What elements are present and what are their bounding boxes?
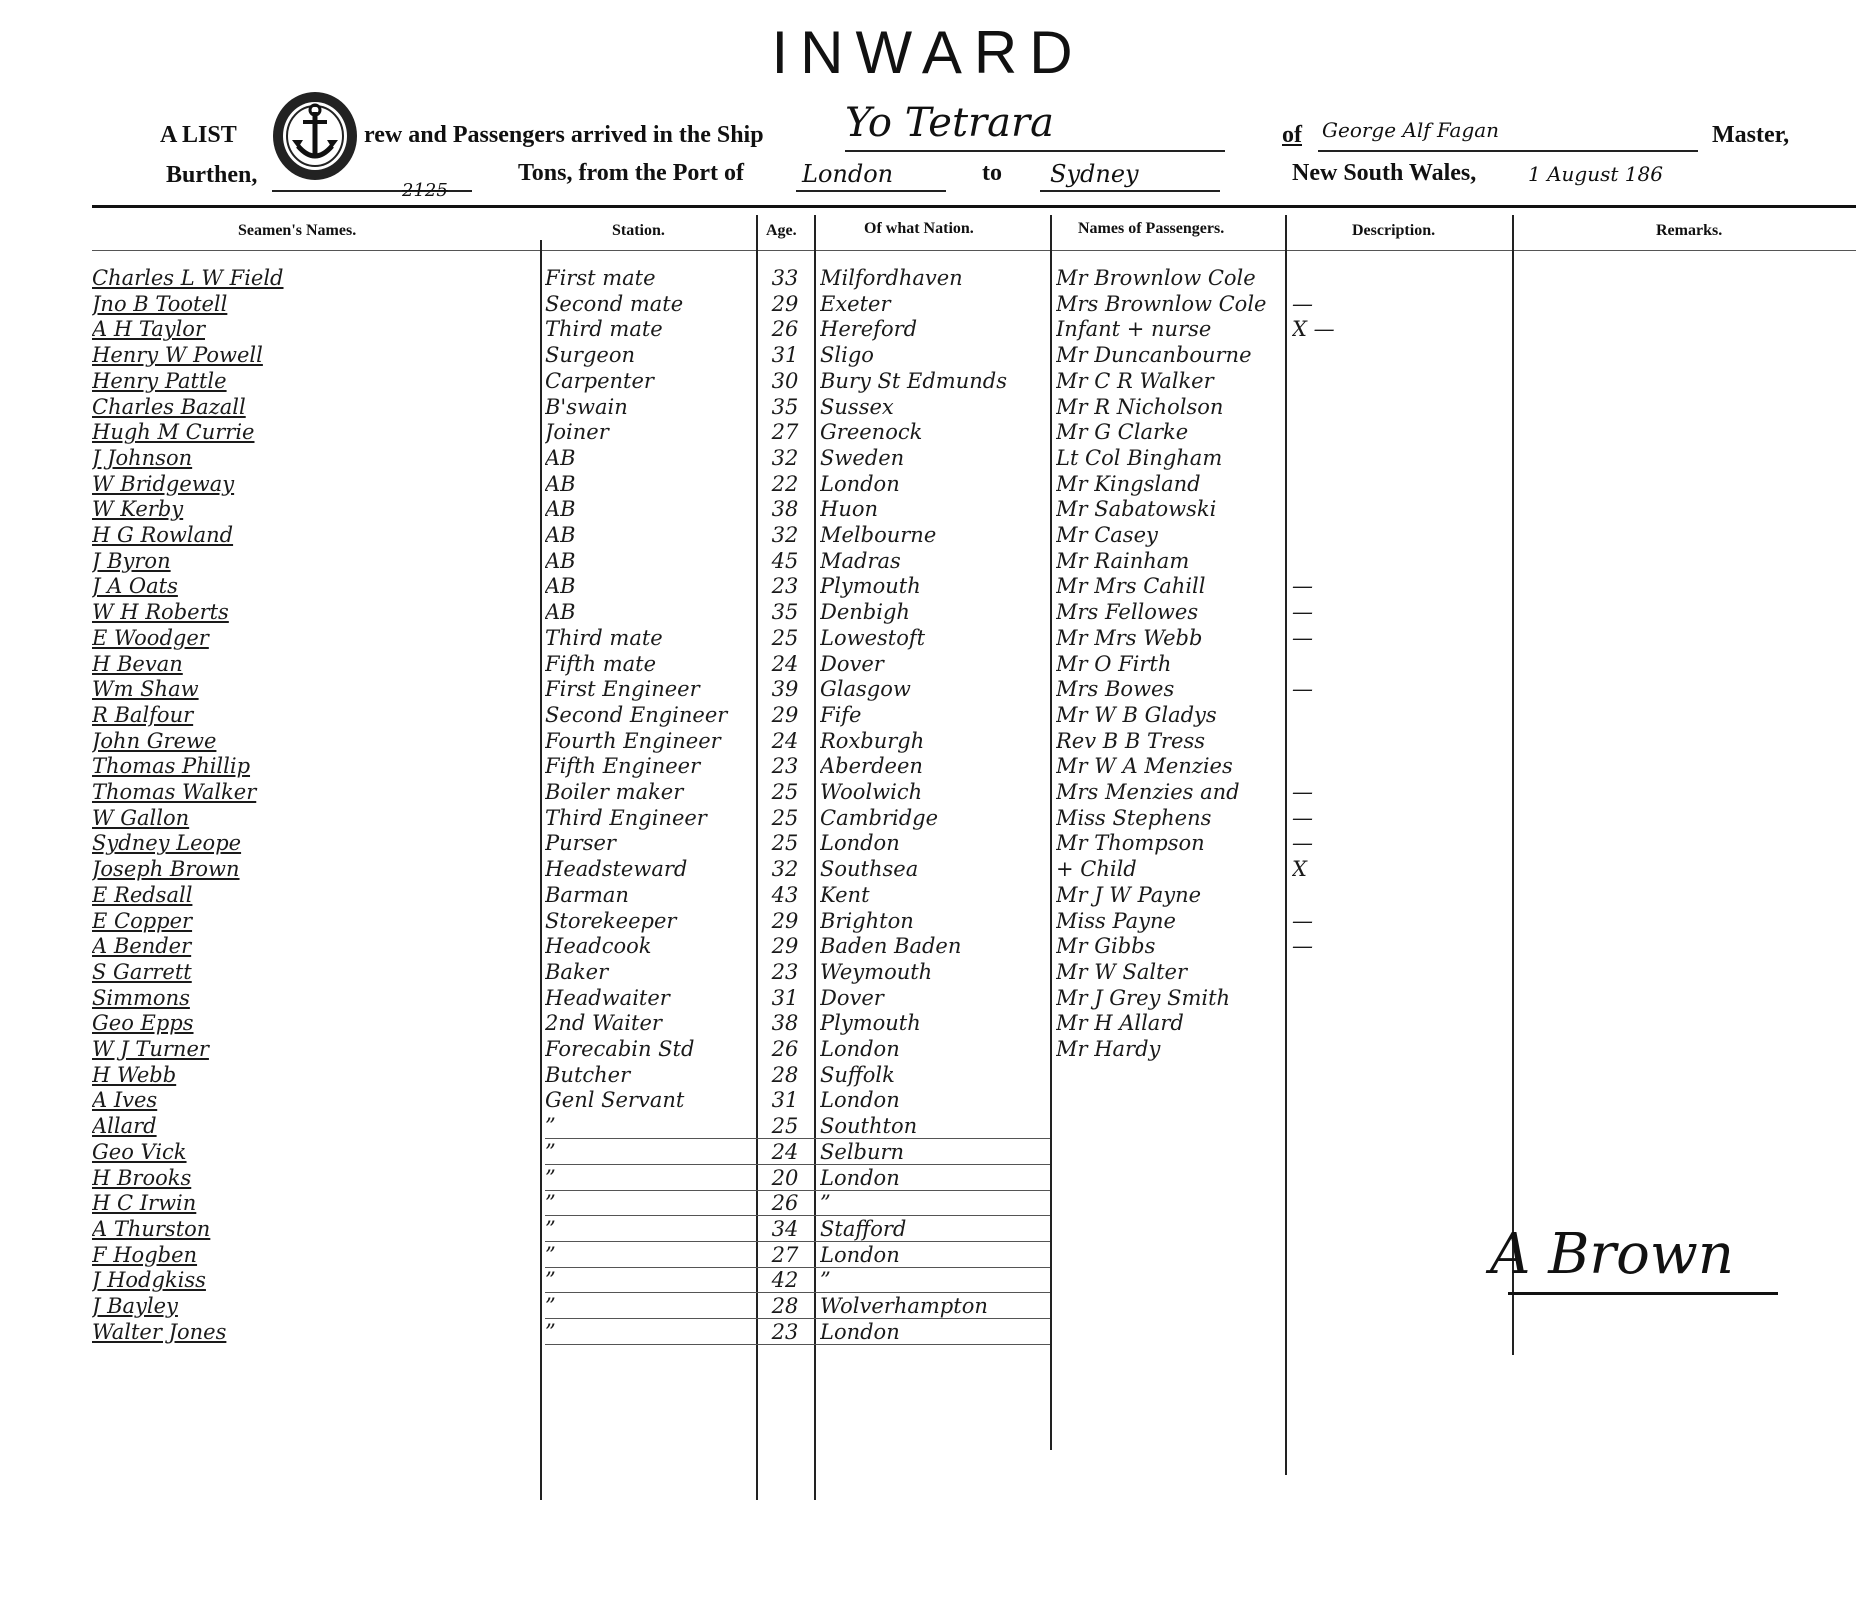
nsw-label: New South Wales, — [1292, 160, 1477, 186]
ship-name: Yo Tetrara — [845, 100, 1054, 146]
row-station: ” — [545, 1319, 556, 1344]
row-mark: — — [1292, 625, 1313, 650]
row-nation: Dover — [820, 651, 884, 676]
tons-label: Tons, from the Port of — [518, 160, 744, 186]
row-age: 42 — [771, 1268, 799, 1293]
row-nation: London — [820, 831, 900, 856]
page-title: INWARD — [771, 19, 1085, 86]
row-nation: Woolwich — [820, 780, 923, 804]
row-name: Thomas Walker — [92, 780, 257, 804]
row-passenger: Mr Thompson — [1056, 831, 1205, 856]
row-name: J Bayley — [92, 1294, 178, 1318]
row-age: 32 — [771, 523, 799, 547]
signature — [1490, 1222, 1734, 1287]
row-nation: Plymouth — [820, 574, 921, 599]
row-nation: Wolverhampton — [820, 1294, 988, 1318]
row-age: 24 — [771, 728, 799, 753]
row-name: A Bender — [92, 934, 192, 959]
row-nation: Dover — [820, 985, 884, 1010]
row-passenger: Mr O Firth — [1056, 651, 1172, 676]
row-passenger: Mrs Menzies and — [1056, 780, 1240, 804]
anchor-seal-icon — [270, 90, 360, 182]
row-nation: Madras — [820, 548, 901, 573]
row-nation: Baden Baden — [820, 934, 962, 959]
row-mark: X — [1292, 857, 1307, 882]
row-age: 28 — [771, 1062, 799, 1087]
row-station: AB — [545, 445, 576, 470]
row-nation: Sweden — [820, 445, 905, 470]
row-passenger: Mrs Brownlow Cole — [1056, 291, 1267, 316]
row-passenger: Mr Mrs Cahill — [1056, 574, 1206, 599]
signature-text: A Brown — [1490, 1222, 1734, 1287]
date-value: 1 August 186 — [1528, 162, 1663, 186]
row-station: Surgeon — [545, 343, 635, 368]
row-age: 29 — [771, 934, 799, 959]
row-station: Second mate — [545, 291, 684, 316]
row-passenger: Lt Col Bingham — [1056, 445, 1223, 470]
row-station: ” — [545, 1139, 556, 1164]
port-from: London — [802, 160, 894, 188]
row-nation: ” — [820, 1268, 831, 1293]
row-age: 39 — [771, 677, 799, 702]
row-name: Henry W Powell — [92, 343, 263, 368]
row-age: 29 — [771, 908, 799, 933]
row-passenger: Mr Brownlow Cole — [1056, 266, 1256, 290]
row-passenger: Mr J Grey Smith — [1056, 985, 1231, 1010]
row-age: 25 — [771, 1114, 799, 1139]
row-station: Fifth Engineer — [545, 754, 701, 779]
row-nation: London — [820, 1319, 900, 1344]
col-passengers: Names of Passengers. — [1078, 220, 1225, 237]
col-seamen: Seamen's Names. — [238, 222, 357, 239]
row-name: A Ives — [92, 1088, 158, 1113]
row-name: Hugh M Currie — [92, 420, 255, 445]
of-label: of — [1282, 122, 1302, 148]
row-nation: Selburn — [820, 1139, 905, 1164]
row-age: 31 — [771, 1088, 799, 1113]
row-mark: X — — [1292, 317, 1335, 342]
row-age: 22 — [771, 471, 799, 496]
row-name: R Balfour — [92, 702, 194, 727]
row-name: Walter Jones — [92, 1319, 227, 1344]
row-name: E Copper — [92, 908, 193, 933]
row-name: John Grewe — [92, 728, 217, 753]
row-nation: Glasgow — [820, 677, 911, 702]
row-passenger: Mr G Clarke — [1056, 420, 1189, 445]
row-station: ” — [545, 1165, 556, 1190]
row-station: Joiner — [545, 420, 609, 445]
row-age: 25 — [771, 625, 799, 650]
row-nation: Cambridge — [820, 805, 939, 830]
row-station: AB — [545, 523, 576, 547]
row-nation: Sligo — [820, 343, 874, 368]
row-nation: London — [820, 1242, 900, 1267]
row-name: J Johnson — [92, 445, 193, 470]
row-passenger: Mr Gibbs — [1056, 934, 1156, 959]
row-passenger: Mr C R Walker — [1056, 368, 1214, 393]
row-age: 27 — [771, 1242, 799, 1267]
row-station: Forecabin Std — [545, 1037, 695, 1061]
row-name: Charles L W Field — [92, 266, 284, 290]
row-age: 27 — [771, 420, 799, 445]
row-passenger: Mr J W Payne — [1056, 882, 1202, 907]
row-station: Boiler maker — [545, 780, 684, 804]
row-nation: Melbourne — [820, 523, 937, 547]
row-passenger: Mr Casey — [1056, 523, 1158, 547]
row-age: 32 — [771, 445, 799, 470]
col-remarks: Remarks. — [1656, 222, 1723, 239]
row-name: W Kerby — [92, 497, 184, 522]
row-mark: — — [1292, 677, 1313, 702]
row-age: 43 — [771, 882, 799, 907]
row-station: ” — [545, 1242, 556, 1267]
row-station: B'swain — [545, 394, 628, 419]
row-station: Third mate — [545, 317, 663, 342]
row-name: W Gallon — [92, 805, 190, 830]
row-station: Third mate — [545, 625, 663, 650]
row-passenger: Mrs Fellowes — [1056, 600, 1199, 625]
row-passenger: Rev B B Tress — [1056, 728, 1206, 753]
row-nation: London — [820, 471, 900, 496]
row-age: 45 — [771, 548, 799, 573]
col-nation: Of what Nation. — [864, 220, 974, 237]
row-station: First Engineer — [545, 677, 700, 702]
row-station: Butcher — [545, 1062, 631, 1087]
row-name: Jno B Tootell — [92, 291, 228, 316]
row-nation: Fife — [820, 702, 862, 727]
row-nation: Brighton — [820, 908, 914, 933]
row-name: E Woodger — [92, 625, 209, 650]
row-station: 2nd Waiter — [545, 1011, 662, 1036]
row-name: Geo Epps — [92, 1011, 194, 1036]
row-nation: Suffolk — [820, 1062, 895, 1087]
master-name: George Alf Fagan — [1322, 118, 1500, 142]
row-station: Baker — [545, 959, 609, 984]
row-nation: Exeter — [820, 291, 891, 316]
row-mark: — — [1292, 934, 1313, 959]
row-passenger: Mr W B Gladys — [1056, 702, 1217, 727]
row-age: 25 — [771, 831, 799, 856]
row-nation: Aberdeen — [820, 754, 923, 779]
row-nation: Southton — [820, 1114, 918, 1139]
row-station: AB — [545, 600, 576, 625]
row-age: 23 — [771, 574, 799, 599]
row-nation: Weymouth — [820, 959, 933, 984]
row-station: Fifth mate — [545, 651, 656, 676]
row-station: Purser — [545, 831, 616, 856]
row-rule — [545, 1344, 1050, 1345]
row-station: Second Engineer — [545, 702, 728, 727]
row-mark: — — [1292, 574, 1313, 599]
row-name: J Byron — [92, 548, 171, 573]
row-age: 25 — [771, 780, 799, 804]
row-nation: Greenock — [820, 420, 923, 445]
row-station: ” — [545, 1191, 556, 1216]
row-age: 33 — [771, 266, 799, 290]
row-age: 31 — [771, 985, 799, 1010]
row-mark: — — [1292, 805, 1313, 830]
row-passenger: Mr R Nicholson — [1056, 394, 1224, 419]
row-passenger: Mrs Bowes — [1056, 677, 1175, 702]
row-station: AB — [545, 548, 576, 573]
row-nation: Huon — [820, 497, 879, 522]
row-name: Sydney Leope — [92, 831, 242, 856]
row-age: 23 — [771, 1319, 799, 1344]
row-station: Fourth Engineer — [545, 728, 721, 753]
header-line1-text: rew and Passengers arrived in the Ship — [364, 122, 764, 148]
row-age: 31 — [771, 343, 799, 368]
row-name: F Hogben — [92, 1242, 198, 1267]
row-passenger: Mr Kingsland — [1056, 471, 1201, 496]
row-age: 30 — [771, 368, 799, 393]
row-nation: Lowestoft — [820, 625, 926, 650]
row-name: W Bridgeway — [92, 471, 235, 496]
row-name: Wm Shaw — [92, 677, 199, 702]
row-passenger: Miss Payne — [1056, 908, 1176, 933]
row-age: 35 — [771, 394, 799, 419]
row-station: ” — [545, 1268, 556, 1293]
row-name: J Hodgkiss — [92, 1268, 206, 1293]
row-age: 24 — [771, 1139, 799, 1164]
burthen-value: 2125 — [402, 180, 448, 201]
row-name: Geo Vick — [92, 1139, 187, 1164]
row-station: AB — [545, 471, 576, 496]
row-age: 26 — [771, 1191, 799, 1216]
row-passenger: Mr W Salter — [1056, 959, 1188, 984]
row-age: 38 — [771, 497, 799, 522]
row-age: 29 — [771, 702, 799, 727]
row-name: A Thurston — [92, 1216, 211, 1241]
row-nation: Denbigh — [820, 600, 910, 625]
row-station: ” — [545, 1216, 556, 1241]
row-passenger: Miss Stephens — [1056, 805, 1212, 830]
row-nation: Kent — [820, 882, 870, 907]
row-age: 23 — [771, 959, 799, 984]
row-name: E Redsall — [92, 882, 193, 907]
row-nation: Plymouth — [820, 1011, 921, 1036]
row-name: Allard — [92, 1114, 157, 1139]
row-age: 24 — [771, 651, 799, 676]
col-age: Age. — [766, 222, 797, 239]
row-name: Charles Bazall — [92, 394, 246, 419]
row-nation: Milfordhaven — [820, 266, 963, 290]
row-age: 26 — [771, 1037, 799, 1061]
list-label: A LIST — [160, 122, 237, 148]
burthen-label: Burthen, — [166, 162, 258, 188]
row-station: AB — [545, 574, 576, 599]
row-name: S Garrett — [92, 959, 192, 984]
row-passenger: Mr H Allard — [1056, 1011, 1184, 1036]
row-mark: — — [1292, 908, 1313, 933]
row-name: J A Oats — [92, 574, 178, 599]
row-passenger: Mr W A Menzies — [1056, 754, 1233, 779]
row-station: Headcook — [545, 934, 652, 959]
row-passenger: Infant + nurse — [1056, 317, 1212, 342]
row-age: 23 — [771, 754, 799, 779]
row-name: Henry Pattle — [92, 368, 227, 393]
row-station: Genl Servant — [545, 1088, 685, 1113]
row-station: Third Engineer — [545, 805, 707, 830]
row-age: 25 — [771, 805, 799, 830]
row-nation: Roxburgh — [820, 728, 925, 753]
row-nation: Hereford — [820, 317, 918, 342]
row-passenger: + Child — [1056, 857, 1137, 882]
row-age: 26 — [771, 317, 799, 342]
to-label: to — [982, 160, 1002, 186]
col-description: Description. — [1352, 222, 1436, 239]
row-passenger: Mr Rainham — [1056, 548, 1190, 573]
row-mark: — — [1292, 780, 1313, 804]
row-age: 28 — [771, 1294, 799, 1318]
row-name: H Brooks — [92, 1165, 192, 1190]
row-name: A H Taylor — [92, 317, 205, 342]
row-passenger: Mr Duncanbourne — [1056, 343, 1252, 368]
row-mark: — — [1292, 291, 1313, 316]
master-label: Master, — [1712, 122, 1790, 148]
row-station: First mate — [545, 266, 656, 290]
row-mark: — — [1292, 831, 1313, 856]
row-nation: ” — [820, 1191, 831, 1216]
col-station: Station. — [612, 222, 665, 239]
row-station: Headsteward — [545, 857, 688, 882]
row-nation: Stafford — [820, 1216, 907, 1241]
row-name: H Bevan — [92, 651, 183, 676]
row-age: 35 — [771, 600, 799, 625]
row-age: 34 — [771, 1216, 799, 1241]
row-station: Barman — [545, 882, 629, 907]
row-nation: London — [820, 1088, 900, 1113]
row-passenger: Mr Hardy — [1056, 1037, 1161, 1061]
row-name: W H Roberts — [92, 600, 229, 625]
row-nation: London — [820, 1037, 900, 1061]
row-age: 20 — [771, 1165, 799, 1190]
row-name: W J Turner — [92, 1037, 209, 1061]
row-nation: London — [820, 1165, 900, 1190]
row-station: AB — [545, 497, 576, 522]
row-station: ” — [545, 1294, 556, 1318]
row-name: Thomas Phillip — [92, 754, 251, 779]
row-passenger: Mr Sabatowski — [1056, 497, 1217, 522]
row-mark: — — [1292, 600, 1313, 625]
row-age: 29 — [771, 291, 799, 316]
row-name: H Webb — [92, 1062, 177, 1087]
port-to: Sydney — [1050, 160, 1139, 188]
row-nation: Bury St Edmunds — [820, 368, 1007, 393]
row-nation: Southsea — [820, 857, 919, 882]
row-station: Headwaiter — [545, 985, 670, 1010]
row-nation: Sussex — [820, 394, 894, 419]
row-name: H G Rowland — [92, 523, 234, 547]
row-passenger: Mr Mrs Webb — [1056, 625, 1203, 650]
row-name: H C Irwin — [92, 1191, 197, 1216]
row-station: Storekeeper — [545, 908, 677, 933]
row-station: Carpenter — [545, 368, 654, 393]
row-age: 32 — [771, 857, 799, 882]
row-name: Joseph Brown — [92, 857, 240, 882]
row-name: Simmons — [92, 985, 190, 1010]
row-age: 38 — [771, 1011, 799, 1036]
row-station: ” — [545, 1114, 556, 1139]
